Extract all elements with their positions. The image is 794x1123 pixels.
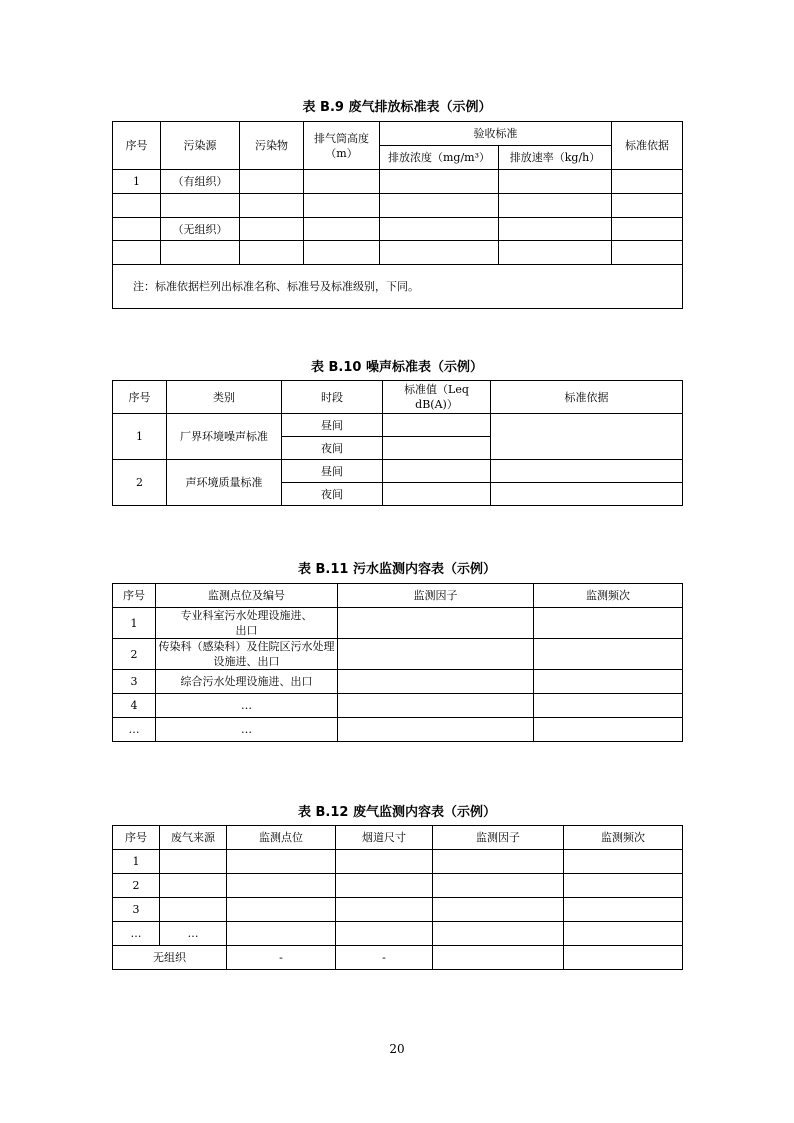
header-concentration: 排放浓度（mg/m³） (380, 146, 499, 170)
table-row (113, 946, 683, 970)
table-row (113, 898, 683, 922)
header-monitoring-factor: 监测因子 (338, 584, 534, 608)
header-gas-source: 废气来源 (160, 826, 227, 850)
table-row (113, 218, 683, 241)
cell-monitoring-point: 传染科（感染科）及住院区污水处理设施进、出口 (156, 639, 338, 670)
table-note: 注：标准依据栏列出标准名称、标准号及标准级别，下同。 (113, 265, 683, 309)
table-b9 (112, 121, 683, 309)
cell-monitoring-point: … (156, 718, 338, 742)
cell-seq: 4 (113, 694, 156, 718)
header-flue-size: 烟道尺寸 (336, 826, 433, 850)
cell-seq (113, 241, 161, 265)
cell-monitoring-point: 综合污水处理设施进、出口 (156, 670, 338, 694)
cell-source (161, 241, 240, 265)
table-row (113, 694, 683, 718)
cell-monitoring-point: … (156, 694, 338, 718)
header-seq: 序号 (113, 584, 156, 608)
table-b11-caption: 表 B.11 污水监测内容表（示例） (298, 562, 496, 577)
table-row (113, 639, 683, 670)
cell-seq (113, 218, 161, 241)
cell-source: （有组织） (161, 170, 240, 194)
cell-seq: 1 (113, 170, 161, 194)
header-monitoring-point: 监测点位 (227, 826, 336, 850)
table-row (113, 874, 683, 898)
table-b12-caption: 表 B.12 废气监测内容表（示例） (298, 805, 496, 820)
header-monitoring-frequency: 监测频次 (564, 826, 683, 850)
cell-period: 夜间 (282, 483, 383, 506)
cell-seq: … (113, 718, 156, 742)
cell-gas-source: … (160, 922, 227, 946)
cell-seq: 1 (113, 414, 167, 460)
table-row (113, 850, 683, 874)
page-number: 20 (389, 1042, 405, 1056)
cell-period: 夜间 (282, 437, 383, 460)
header-stack-height: 排气筒高度（m） (304, 122, 380, 170)
header-seq: 序号 (113, 826, 160, 850)
table-b10-caption: 表 B.10 噪声标准表（示例） (311, 360, 483, 375)
header-pollutant: 污染物 (240, 122, 304, 170)
header-standard-basis: 标准依据 (491, 381, 683, 414)
header-standard-basis: 标准依据 (612, 122, 683, 170)
cell-period: 昼间 (282, 460, 383, 483)
cell-source: （无组织） (161, 218, 240, 241)
table-b12 (112, 825, 683, 970)
cell-flue-size: - (336, 946, 433, 970)
table-row (113, 170, 683, 194)
header-category: 类别 (167, 381, 282, 414)
cell-seq: 2 (113, 639, 156, 670)
cell-seq (113, 194, 161, 218)
cell-gas-source (160, 874, 227, 898)
header-source: 污染源 (161, 122, 240, 170)
cell-category: 厂界环境噪声标准 (167, 414, 282, 460)
table-b9-caption: 表 B.9 废气排放标准表（示例） (302, 100, 492, 115)
cell-seq: 3 (113, 670, 156, 694)
header-acceptance-standard: 验收标准 (380, 122, 612, 146)
cell-gas-source (160, 850, 227, 874)
table-row (113, 608, 683, 639)
header-monitoring-frequency: 监测频次 (534, 584, 683, 608)
cell-monitoring-point: - (227, 946, 336, 970)
header-monitoring-factor: 监测因子 (433, 826, 564, 850)
cell-seq: 2 (113, 874, 160, 898)
cell-seq: 3 (113, 898, 160, 922)
cell-seq: … (113, 922, 160, 946)
cell-gas-source (160, 898, 227, 922)
cell-fugitive-label: 无组织 (113, 946, 227, 970)
cell-seq: 1 (113, 850, 160, 874)
cell-monitoring-point: 专业科室污水处理设施进、出口 (156, 608, 338, 639)
cell-category: 声环境质量标准 (167, 460, 282, 506)
table-row (113, 718, 683, 742)
header-seq: 序号 (113, 122, 161, 170)
table-row (113, 414, 683, 437)
header-monitoring-point: 监测点位及编号 (156, 584, 338, 608)
table-row (113, 922, 683, 946)
table-row (113, 460, 683, 483)
table-row (113, 241, 683, 265)
cell-period: 昼间 (282, 414, 383, 437)
header-seq: 序号 (113, 381, 167, 414)
header-emission-rate: 排放速率（kg/h） (499, 146, 612, 170)
table-row (113, 670, 683, 694)
table-row (113, 194, 683, 218)
cell-source (161, 194, 240, 218)
table-b11 (112, 583, 683, 742)
table-b10 (112, 380, 683, 506)
cell-seq: 1 (113, 608, 156, 639)
cell-seq: 2 (113, 460, 167, 506)
header-standard-value: 标准值（Leq dB(A)） (383, 381, 491, 414)
header-period: 时段 (282, 381, 383, 414)
